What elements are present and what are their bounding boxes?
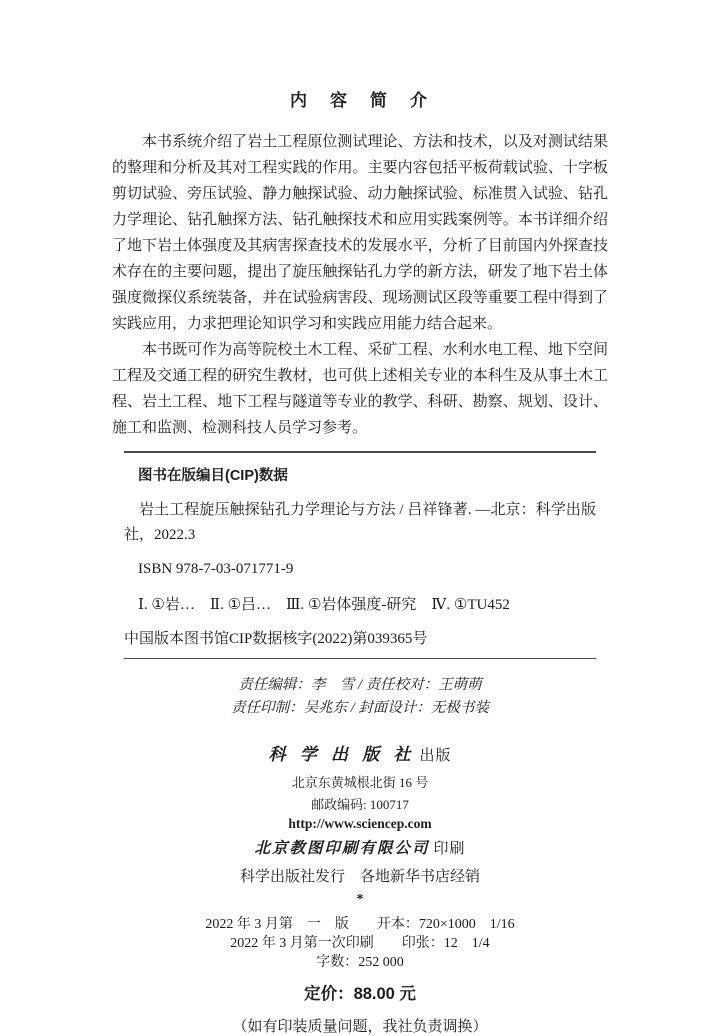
publisher-address: 北京东黄城根北街 16 号 xyxy=(291,775,429,790)
distribution-line: 科学出版社发行 各地新华书店经销 xyxy=(239,869,480,885)
summary-paragraph-1: 本书系统介绍了岩土工程原位测试理论、方法和技术，以及对测试结果的整理和分析及其对工程实践的作用。主要内容包括平板荷载试验、十字板剪切试验、旁压试验、静力触探试验、动力触探试验、标准贯入试验、钻孔力学理论、钻孔触探方法、钻孔触探技术和应用实践案例等。本书详细介绍了地下岩土体强度及其病害探查技术的发展水平，分析了目前国内外探查技术存在的主要问题，提出了旋压触探钻孔力学的新方法，研发了地下岩土体强度微探仪系统装备，并在试验病害段、现场测试区段等重要工程中得到了实践应用，力求把理论知识学习和实践应用能力结合起来。 xyxy=(112,134,608,332)
isbn-number: ISBN 978-7-03-071771-9 xyxy=(138,561,294,577)
printer-line xyxy=(0,836,720,858)
summary-paragraph-2: 本书既可作为高等院校土木工程、采矿工程、水利水电工程、地下空间工程及交通工程的研究生教材，也可供上述相关专业的本科生及从事土木工程、岩土工程、地下工程与隧道等专业的教学、科研、勘察、规划、设计、施工和监测、检测科技人员学习参考。 xyxy=(112,342,608,436)
printer-role-label: 印刷 xyxy=(433,841,466,857)
word-count-line: 字数：252 000 xyxy=(316,955,404,970)
price-line: 定价：88.00 元 xyxy=(304,985,416,1003)
asterisk-divider: * xyxy=(356,892,364,907)
cip-data-block xyxy=(124,451,596,659)
staff-credits xyxy=(0,674,720,720)
publisher-postcode: 邮政编码: 100717 xyxy=(311,797,409,812)
edition-line: 2022 年 3 月第 一 版 开本：720×1000 1/16 xyxy=(205,917,515,932)
publisher-imprint xyxy=(0,740,720,908)
printer-company-name: 北京教图印刷有限公司 xyxy=(254,840,430,857)
publisher-logo-name: 科 学 出 版 社 xyxy=(268,745,416,764)
impression-line: 2022 年 3 月第一次印刷 印张：12 1/4 xyxy=(230,936,490,951)
printing-details xyxy=(0,915,720,1036)
credits-editor-line: 责任编辑：李 雪 / 责任校对：王萌萌 xyxy=(238,677,482,693)
cip-heading: 图书在版编目(CIP)数据 xyxy=(138,468,288,484)
publisher-website: http://www.sciencep.com xyxy=(288,816,432,831)
cip-record: 岩土工程旋压触探钻孔力学理论与方法 / 吕祥锋著. —北京：科学出版社，2022.3 xyxy=(124,502,596,543)
cip-record-number: 中国版本图书馆CIP数据核字(2022)第039365号 xyxy=(124,631,428,647)
summary-title: 内 容 简 介 xyxy=(290,91,430,110)
publisher-role-label: 出版 xyxy=(419,748,452,764)
credits-printing-line: 责任印制：吴兆东 / 封面设计：无极书装 xyxy=(231,700,489,716)
quality-note: （如有印装质量问题，我社负责调换） xyxy=(232,1019,488,1035)
cip-bottom-rule xyxy=(124,658,596,659)
publisher-name-line xyxy=(0,740,720,765)
content-summary-section xyxy=(0,0,720,441)
cip-classification: Ⅰ. ①岩… Ⅱ. ①吕… Ⅲ. ①岩体强度-研究 Ⅳ. ①TU452 xyxy=(138,597,510,613)
